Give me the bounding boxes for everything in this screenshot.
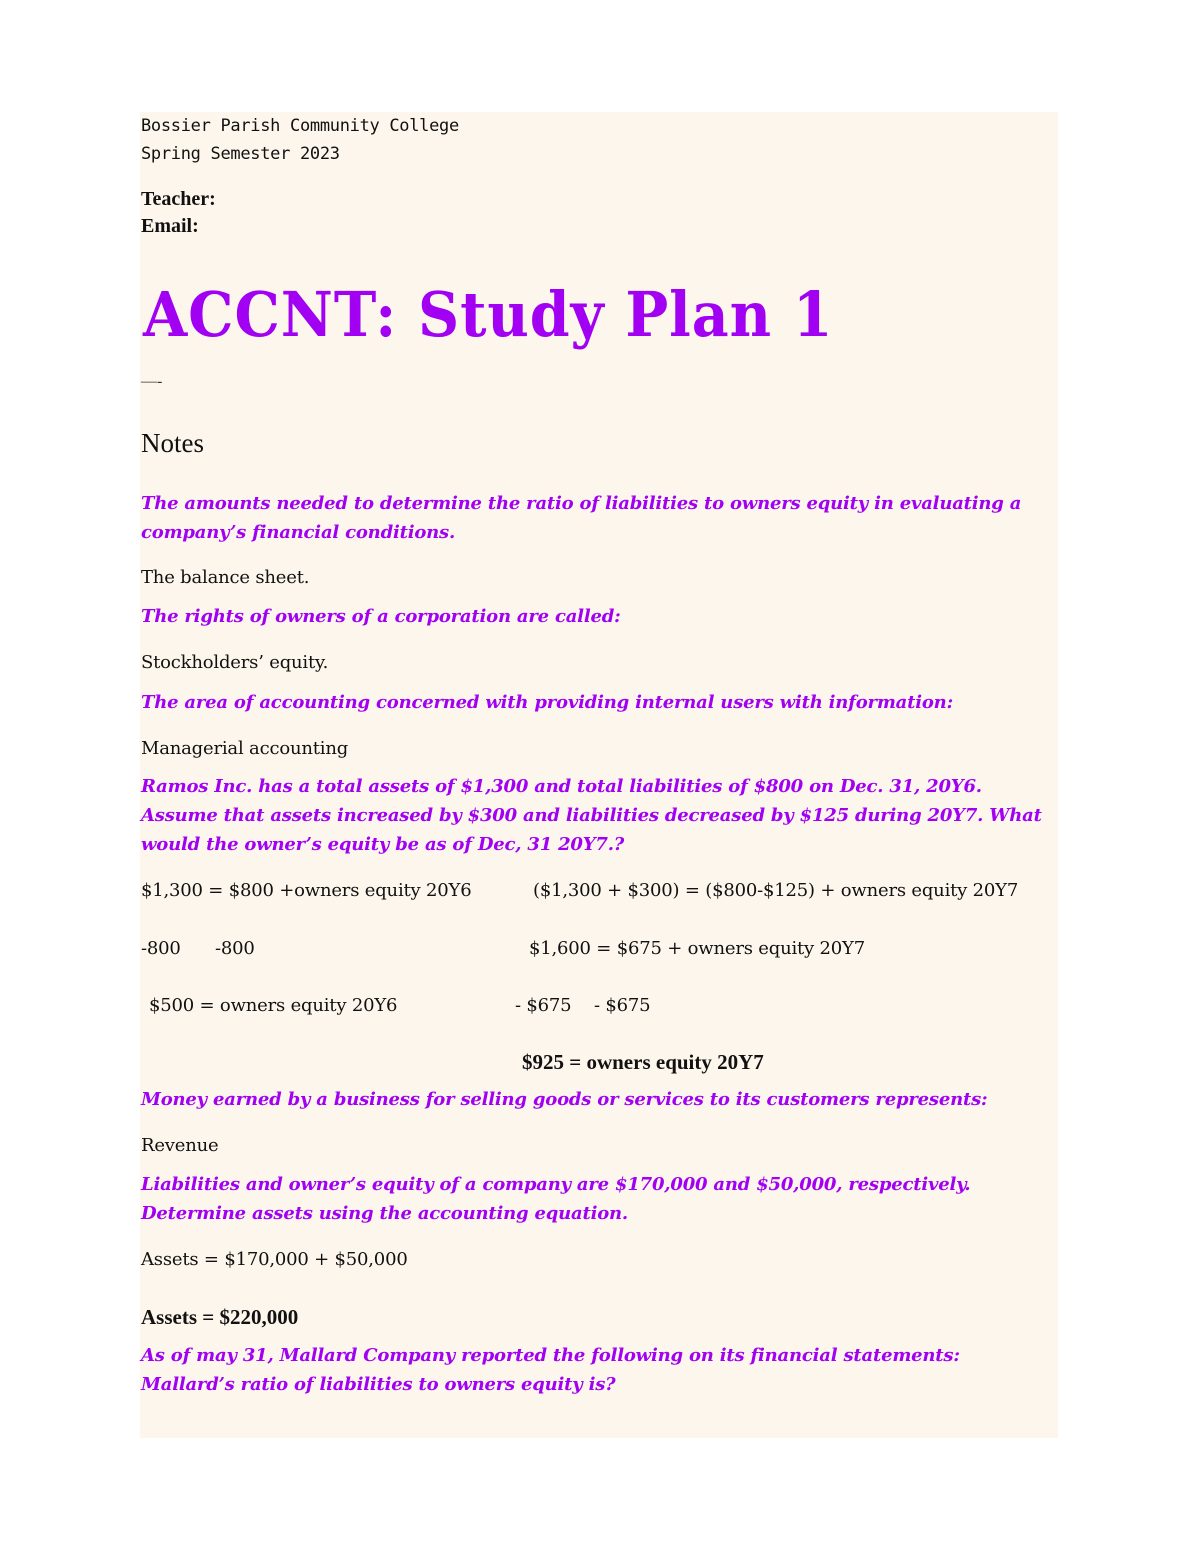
answer-6-result: Assets = $220,000 xyxy=(141,1305,299,1329)
question-3: The area of accounting concerned with providing internal users with information: xyxy=(141,692,954,713)
question-7: As of may 31, Mallard Company reported the following on its financial statements: Mallard’s ratio of liabilities to owners equity is? xyxy=(141,1345,960,1395)
answer-6: Assets = $170,000 + $50,000 xyxy=(141,1249,408,1270)
answer-3: Managerial accounting xyxy=(141,738,349,759)
answer-5: Revenue xyxy=(141,1135,219,1156)
work-left-line-2a: -800 xyxy=(141,938,181,959)
work-right-line-1: ($1,300 + $300) = ($800-$125) + owners equity 20Y7 xyxy=(533,880,1019,901)
work-right-line-3b: - $675 xyxy=(594,995,651,1016)
work-result: $925 = owners equity 20Y7 xyxy=(522,1050,764,1074)
work-left-line-3: $500 = owners equity 20Y6 xyxy=(149,995,398,1016)
page-title: ACCNT: Study Plan 1 xyxy=(143,278,834,351)
college-name: Bossier Parish Community College xyxy=(141,116,459,136)
semester: Spring Semester 2023 xyxy=(141,144,340,164)
work-left-line-2b: -800 xyxy=(215,938,255,959)
email-label: Email: xyxy=(141,215,199,237)
work-right-line-3a: - $675 xyxy=(515,995,572,1016)
divider: —- xyxy=(141,373,163,390)
work-left-line-1: $1,300 = $800 +owners equity 20Y6 xyxy=(141,880,472,901)
answer-1: The balance sheet. xyxy=(141,567,310,588)
question-6: Liabilities and owner’s equity of a company are $170,000 and $50,000, respectively. Determine assets using the accounting equation. xyxy=(141,1174,971,1224)
question-4: Ramos Inc. has a total assets of $1,300 and total liabilities of $800 on Dec. 31, 20Y6. Assume that assets increased by $300 and liabilities decreased by $125 during 20Y7. What would the owner’s equity be as of Dec, 31 20Y7.? xyxy=(141,776,1042,855)
question-2: The rights of owners of a corporation are called: xyxy=(141,606,621,627)
notes-heading: Notes xyxy=(141,428,204,458)
question-5: Money earned by a business for selling goods or services to its customers represents: xyxy=(141,1089,988,1110)
question-1: The amounts needed to determine the ratio of liabilities to owners equity in evaluating a company’s financial conditions. xyxy=(141,493,1022,543)
work-right-line-2: $1,600 = $675 + owners equity 20Y7 xyxy=(529,938,865,959)
answer-2: Stockholders’ equity. xyxy=(141,652,329,673)
teacher-label: Teacher: xyxy=(141,188,216,210)
